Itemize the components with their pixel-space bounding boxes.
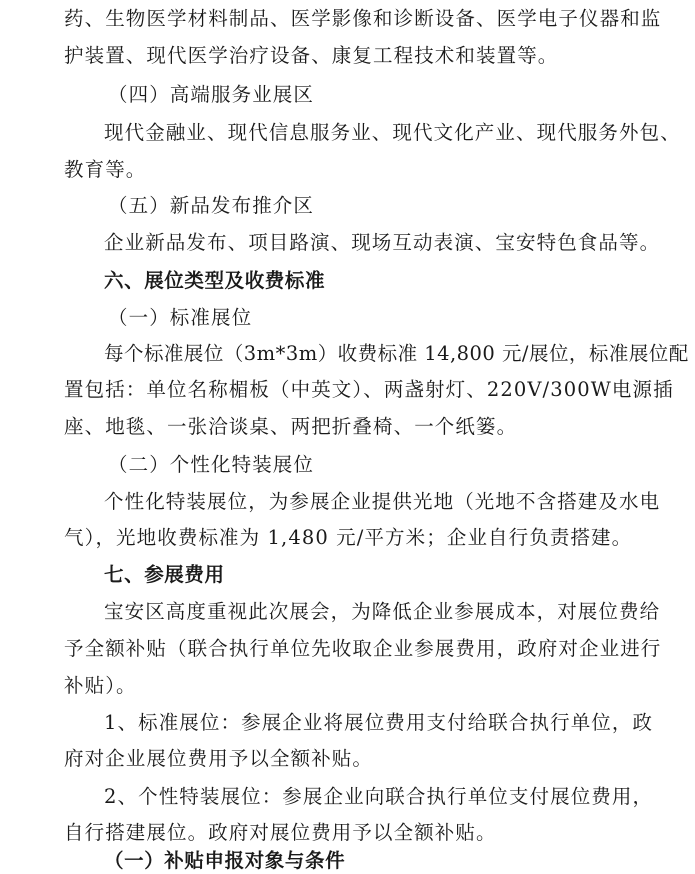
body-text-line: 置包括：单位名称楣板（中英文）、两盏射灯、220V/300W电源插 [64, 378, 674, 401]
subsection-heading: （五）新品发布推介区 [108, 194, 315, 217]
body-text-line: 护装置、现代医学治疗设备、康复工程技术和装置等。 [64, 44, 559, 67]
body-text-line: 气），光地收费标准为 1,480 元/平方米；企业自行负责搭建。 [64, 526, 633, 549]
subsection-heading: （一）补贴申报对象与条件 [104, 849, 346, 872]
body-text-line: 1、标准展位：参展企业将展位费用支付给联合执行单位，政 [104, 711, 654, 734]
body-text-line: 2、个性特装展位：参展企业向联合执行单位支付展位费用， [104, 785, 654, 808]
body-text-line: 座、地毯、一张洽谈桌、两把折叠椅、一个纸篓。 [64, 415, 518, 438]
body-text-line: 补贴）。 [64, 674, 137, 697]
body-text-line: 企业新品发布、项目路演、现场互动表演、宝安特色食品等。 [104, 231, 661, 254]
body-text-line: 药、生物医学材料制品、医学影像和诊断设备、医学电子仪器和监 [64, 7, 662, 30]
body-text-line: 宝安区高度重视此次展会，为降低企业参展成本，对展位费给 [104, 600, 661, 623]
subsection-heading: （二）个性化特装展位 [108, 453, 315, 476]
body-text-line: 每个标准展位（3m*3m）收费标准 14,800 元/展位，标准展位配 [104, 342, 689, 365]
body-text-line: 府对企业展位费用予以全额补贴。 [64, 747, 374, 770]
section-heading: 七、参展费用 [104, 563, 225, 586]
body-text-line: 教育等。 [64, 158, 147, 181]
body-text-line: 个性化特装展位，为参展企业提供光地（光地不含搭建及水电 [104, 490, 661, 513]
body-text-line: 予全额补贴（联合执行单位先收取企业参展费用，政府对企业进行 [64, 637, 662, 660]
subsection-heading: （一）标准展位 [108, 306, 253, 329]
subsection-heading: （四）高端服务业展区 [108, 83, 315, 106]
body-text-line: 现代金融业、现代信息服务业、现代文化产业、现代服务外包、 [104, 121, 681, 144]
section-heading: 六、展位类型及收费标准 [104, 269, 326, 292]
body-text-line: 自行搭建展位。政府对展位费用予以全额补贴。 [64, 821, 497, 844]
